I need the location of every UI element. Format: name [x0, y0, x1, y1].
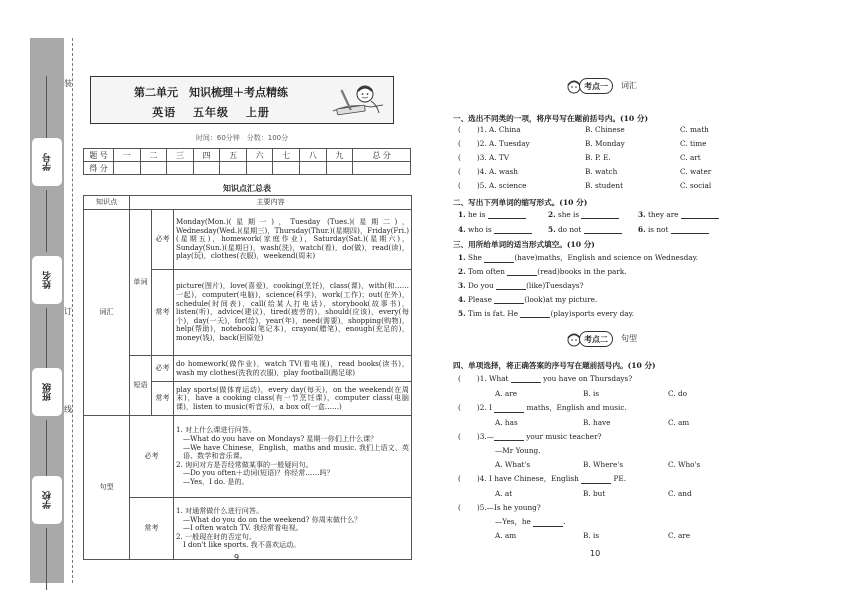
sentence-example: —We have Chinese，English，maths and music. 我们上语文、英语、数学和音乐课。 [183, 442, 409, 461]
sentence-point: 1. 对通常做什么进行问答。 [176, 505, 264, 515]
unit-title: 第二单元 知识梳理＋考点精练 [134, 86, 288, 99]
section-badge-vocabulary [565, 77, 705, 95]
fold-mark: 装 [64, 79, 72, 88]
binding-line [46, 420, 47, 482]
option-a: A. Tuesday [489, 139, 530, 148]
exam-meta: 时间：60分钟 分数：100分 [195, 134, 289, 142]
sentence-point: 2. 询问对方是否经常做某事的一般疑问句。 [176, 459, 313, 469]
column-header: 九 [326, 149, 353, 162]
column-header: 总 分 [353, 149, 411, 162]
option-a: A. am [495, 531, 517, 540]
table-row [84, 416, 412, 498]
option-c: C. time [680, 139, 707, 148]
question-item: 5. Tim is fat. He (play)sports every day. [458, 309, 635, 318]
question-item: ( )1. What you have on Thursdays? [458, 374, 633, 383]
column-header: 七 [273, 149, 300, 162]
item-number: )3. [476, 153, 487, 162]
answer-blank[interactable] [581, 476, 611, 484]
row-label: 得 分 [84, 162, 114, 175]
option-a: A. has [495, 418, 518, 427]
question-item: 1. he is [458, 210, 526, 219]
score-cell[interactable] [273, 162, 300, 175]
row-label: 题 号 [84, 149, 114, 162]
section-label: 句型 [621, 334, 637, 343]
column-header: 八 [300, 149, 327, 162]
binding-label-student-number: 学号 [32, 138, 62, 186]
option-c: C. art [680, 153, 701, 162]
option-a: A. science [489, 181, 527, 190]
question-item: 4. who is [458, 225, 532, 234]
option-b: B. watch [585, 167, 618, 176]
item-number: )5. [476, 181, 487, 190]
summary-title: 知识点汇总表 [223, 183, 271, 193]
binding-label-school: 学校 [32, 476, 62, 524]
sentence-point: 1. 对上什么课进行问答。 [176, 425, 256, 435]
page-number-left: 9 [234, 553, 240, 562]
option-c: C. are [668, 531, 691, 540]
dialogue-reply: —Mr Young. [495, 446, 541, 455]
option-b: B. is [583, 389, 600, 398]
level-cell: 必考 [152, 356, 174, 382]
sentence-example: —Yes，I do. 是的。 [183, 477, 249, 487]
question-item: ( )5.—Is he young? [458, 503, 541, 512]
subcategory-cell: 单词 [130, 210, 152, 356]
score-table [83, 148, 411, 175]
question-item: 5. do not [548, 225, 622, 234]
option-b: B. have [583, 418, 611, 427]
option-b: B. but [583, 489, 606, 498]
score-cell[interactable] [140, 162, 167, 175]
level-cell: 常考 [130, 498, 174, 560]
content-cell: picture(图片)，love(喜爱)，cooking(烹饪)，class(课)，with(和……一起)，computer(电脑)，science(科学)，work(工作)；out(在外)，schedule(时间表)，call(给某人打电话)，storybook(故事书)，listen(听)，advice(建议)，tired(疲劳的)，should(应该)，every(每个)，day(一天)，for(给)，year(年)，need(需要)，shopping(购物)，help(帮助)，notebook(笔记本)，crayon(蜡笔)，enough(充足的)，money(钱)，back(回原处) [174, 270, 412, 356]
level-cell: 必考 [152, 210, 174, 270]
section-badge-text: 考点一 [579, 78, 613, 94]
option-c: C. am [668, 418, 690, 427]
category-cell: 词汇 [84, 210, 130, 416]
fold-mark: 线 [64, 405, 72, 414]
option-b: B. Monday [585, 139, 625, 148]
level-cell: 常考 [152, 270, 174, 356]
content-cell: do homework(做作业)，watch TV(看电视)，read books(读书)，wash my clothes(洗我的衣服)，play football(踢足球) [174, 356, 412, 382]
question-item: 2. she is [548, 210, 619, 219]
sentence-example: —I often watch TV. 我经常看电视。 [183, 523, 303, 533]
column-header: 三 [167, 149, 194, 162]
level-cell: 常考 [152, 382, 174, 416]
question-item: ( )3. A. TV [458, 153, 510, 162]
score-cell[interactable] [353, 162, 411, 175]
table-row [84, 149, 411, 162]
option-a: A. are [495, 389, 518, 398]
answer-blank[interactable] [507, 268, 537, 276]
binding-line [46, 76, 47, 138]
binding-line [46, 190, 47, 252]
question-item: ( )2. A. Tuesday [458, 139, 530, 148]
binding-line [46, 528, 47, 590]
table-row [84, 210, 412, 270]
answer-blank[interactable] [511, 375, 541, 383]
section-badge-text: 考点二 [579, 331, 613, 347]
content-cell [174, 416, 412, 498]
subject-label: 英语 [152, 106, 177, 119]
answer-blank[interactable] [488, 211, 526, 219]
category-cell: 句型 [84, 416, 130, 560]
student-with-pencil-illustration [331, 81, 387, 121]
table-row [84, 498, 412, 560]
content-cell [174, 498, 412, 560]
score-cell[interactable] [220, 162, 247, 175]
column-header: 五 [220, 149, 247, 162]
sentence-example: —Do you often＋动词(短语)？你经常……吗？ [183, 468, 334, 478]
answer-blank[interactable] [494, 405, 524, 413]
option-c: C. and [668, 489, 692, 498]
sentence-point: 2. 一般现在时的否定句。 [176, 531, 256, 541]
section-badge-sentence [565, 330, 705, 348]
question-4-title: 四、单项选择，将正确答案的序号写在题前括号内。(10 分) [453, 361, 656, 370]
option-a: A. TV [489, 153, 510, 162]
item-number: )4. [476, 167, 487, 176]
dialogue-reply: —Yes，he . [495, 517, 566, 526]
sentence-example: —What do you have on Mondays? 星期一你们上什么课？ [183, 433, 378, 443]
option-a: A. China [489, 125, 521, 134]
option-c: C. social [680, 181, 712, 190]
column-header: 知识点 [84, 196, 130, 210]
question-item: 2. Tom often (read)books in the park. [458, 267, 627, 276]
unit-subtitle [91, 104, 331, 120]
question-item: 1. She (have)maths，English and science on Wednesday. [458, 253, 699, 262]
column-header: 六 [246, 149, 273, 162]
item-number: )2. [476, 139, 487, 148]
answer-blank[interactable] [584, 226, 622, 234]
answer-blank[interactable] [520, 310, 550, 318]
option-b: B. is [583, 531, 600, 540]
sentence-example: I don't like sports. 我不喜欢运动。 [183, 540, 301, 550]
option-c: C. math [680, 125, 709, 134]
question-item: ( )2. I maths，English and music. [458, 403, 627, 412]
question-item: ( )5. A. science [458, 181, 527, 190]
column-header: 一 [114, 149, 141, 162]
unit-header [90, 76, 394, 124]
score-cell[interactable] [326, 162, 353, 175]
option-b: B. student [585, 181, 623, 190]
content-cell: Monday(Mon.)(星期一)，Tuesday (Tues.)(星期二)，Wednesday(Wed.)(星期三)，Thursday(Thur.)(星期四)，Friday(Fri.)(星期五)，homework(家庭作业)，Saturday(Sat.)(星期六)，Sunday(Sun.)(星期日)，wash(洗)，watch(看)，do(做)，read(读)，play(玩)，clothes(衣服)，weekend(周末) [174, 210, 412, 270]
table-row [84, 356, 412, 382]
content-cell: play sports(做体育运动)，every day(每天)，on the weekend(在周末)，have a cooking class(有一节烹饪课)，computer class(电脑课)，listen to music(听音乐)，a box of(一盒……) [174, 382, 412, 416]
option-b: B. Chinese [585, 125, 625, 134]
question-3-title: 三、用所给单词的适当形式填空。(10 分) [453, 240, 595, 249]
binding-strip [30, 38, 64, 583]
grade-label: 五年级 [193, 106, 229, 119]
question-item: ( )4. I have Chinese，English PE. [458, 474, 627, 483]
page-number-right: 10 [590, 549, 601, 558]
answer-blank[interactable] [494, 433, 524, 441]
answer-blank[interactable] [494, 296, 524, 304]
binding-label-class: 班级 [32, 368, 62, 416]
column-header: 二 [140, 149, 167, 162]
sentence-example: —What do you do on the weekend? 你周末做什么？ [183, 514, 362, 524]
table-row [84, 162, 411, 175]
answer-blank[interactable] [484, 255, 514, 263]
score-cell[interactable] [246, 162, 273, 175]
question-1-title: 一、选出不同类的一项，将序号写在题前括号内。(10 分) [453, 114, 649, 123]
option-a: A. at [495, 489, 513, 498]
answer-blank[interactable] [533, 519, 563, 527]
question-item: ( )4. A. wash [458, 167, 518, 176]
answer-blank[interactable] [671, 226, 709, 234]
answer-blank[interactable] [496, 282, 526, 290]
score-cell[interactable] [167, 162, 194, 175]
option-c: C. water [680, 167, 712, 176]
question-item: 4. Please (look)at my picture. [458, 295, 598, 304]
column-header: 四 [193, 149, 220, 162]
table-row [84, 196, 412, 210]
score-cell[interactable] [300, 162, 327, 175]
question-item: 3. they are [638, 210, 719, 219]
binding-label-name: 姓名 [32, 256, 62, 304]
option-a: A. What's [495, 460, 531, 469]
question-2-title: 二、写出下列单词的缩写形式。(10 分) [453, 198, 588, 207]
score-cell[interactable] [114, 162, 141, 175]
column-header: 主要内容 [130, 196, 412, 210]
level-cell: 必考 [130, 416, 174, 498]
answer-blank[interactable] [581, 211, 619, 219]
fold-line [64, 38, 76, 583]
section-label: 词汇 [621, 81, 637, 90]
fold-mark: 订 [64, 307, 72, 316]
answer-blank[interactable] [494, 226, 532, 234]
question-item: 6. is not [638, 225, 709, 234]
binding-line [46, 308, 47, 370]
score-cell[interactable] [193, 162, 220, 175]
question-item: 3. Do you (like)Tuesdays? [458, 281, 584, 290]
term-label: 上册 [245, 106, 270, 119]
option-c: C. do [668, 389, 688, 398]
subcategory-cell: 短语 [130, 356, 152, 416]
option-a: A. wash [489, 167, 518, 176]
knowledge-summary-table [83, 195, 412, 560]
item-number: )1. [476, 125, 487, 134]
option-b: B. P. E. [585, 153, 611, 162]
question-item: ( )1. A. China [458, 125, 521, 134]
question-item: ( )3.— your music teacher? [458, 432, 602, 441]
option-b: B. Where's [583, 460, 624, 469]
option-c: C. Who's [668, 460, 701, 469]
answer-blank[interactable] [681, 211, 719, 219]
